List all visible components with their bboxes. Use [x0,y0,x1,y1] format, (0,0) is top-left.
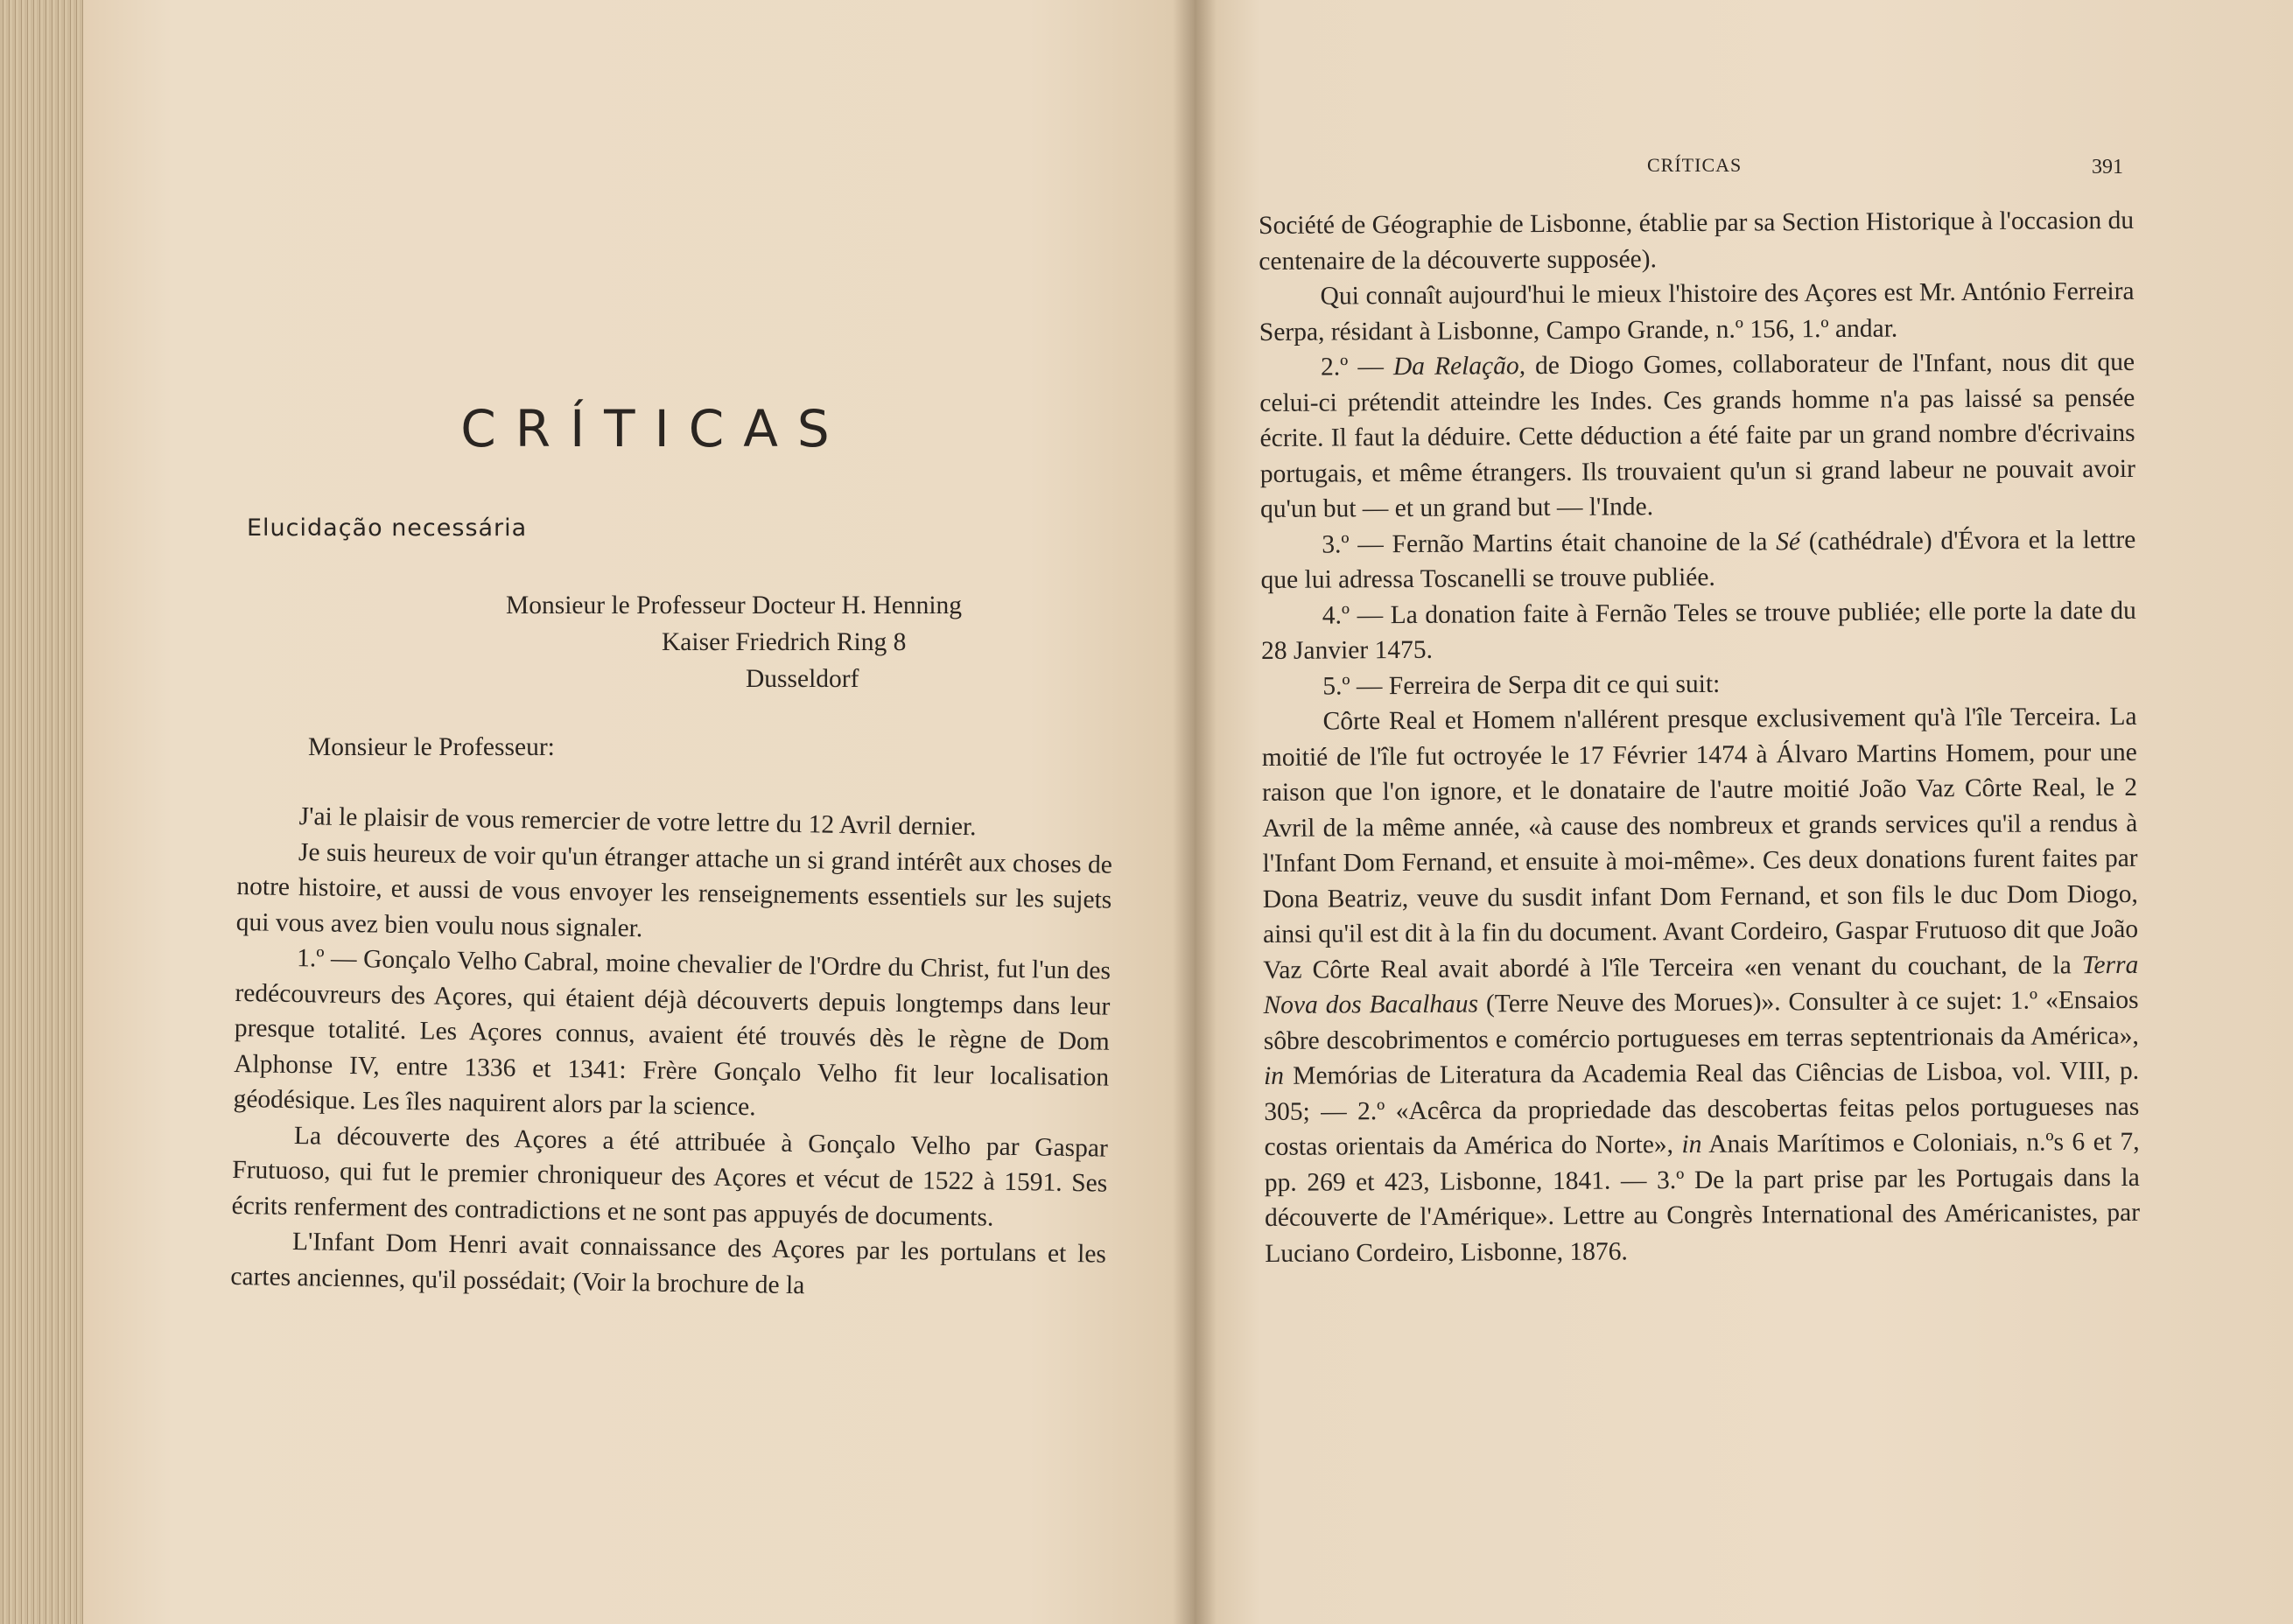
italic-title: Da Relação, [1392,352,1526,382]
salutation: Monsieur le Professeur: [308,733,555,761]
address-line-1: Monsieur le Professeur Docteur H. Henning [506,592,963,620]
italic-title: Terra Nova dos Bacalhaus [1263,950,2139,1019]
address-line-3: Dusseldorf [746,665,859,693]
paragraph [1260,522,2135,598]
subheading: Elucidação necessária [247,514,528,542]
paragraph: L'Infant Dom Henri avait connaissance des Açores par les portulans et les cartes anciennes, qu'il possédait; (Voir la brochure de la [230,1228,1107,1299]
left-text-column [230,798,1113,1308]
text-span: Côrte Real et Homem n'allérent presque exclusivement qu'à l'île Terceira. La moitié de l'île fut octroyée le 17 Février 1474 à Álvaro Martins Homem, pour une raison que l'on ignore, et le donataire de l'autre moitié João Vaz Côrte Real, le 2 Avril de la même année, «à cause des nombreux et grands services qu'il a rendus à l'Infant Dom Fernand, et ensuite à moi-même». Ces deux donations furent faites par Dona Beatriz, veuve du susdit infant Dom Fernand, et son fils le duc Dom Diogo, ainsi qu'il est dit à la fin du document. Avant Cordeiro, Gaspar Frutuoso dit que João Vaz Côrte Real avait abordé à l'île Terceira «en venant du couchant, de la [1261,702,2139,984]
text-span: (cathédrale) d'Évora et la lettre que lui adressa Toscanelli se trouve publiée. [1260,525,2136,594]
address-line-2: Kaiser Friedrich Ring 8 [662,628,907,656]
text-span: de Diogo Gomes, collaborateur de l'Infant, nous dit que celui-ci prétendit atteindre les Indes. Ces grands homme n'a pas laissé sa pensée écrite. Il faut la déduire. Cette déduction a été faite par un grand nombre d'écrivains portugais, et même étrangers. Ils trouvaient qu'un si grand labeur ne pouvait avoir qu'un but — et un grand but — l'Inde. [1259,347,2135,523]
paragraph: Qui connaît aujourd'hui le mieux l'histoire des Açores est Mr. António Ferreira Serpa, résidant à Lisbonne, Campo Grande, n.º 156, 1.º andar. [1259,276,2135,346]
paragraph: La découverte des Açores a été attribuée à Gonçalo Velho par Gaspar Frutuoso, qui fut le premier chroniqueur des Açores et vécut de 1522 à 1591. Ses écrits renferment des contradictions et ne sont pas appuyés de documents. [231,1121,1109,1232]
right-text-column [1259,203,2140,1271]
paragraph: 1.º — Gonçalo Velho Cabral, moine chevalier de l'Ordre du Christ, fut l'un des redécouvreurs des Açores, qui étaient déjà découverts depuis longtemps dans leur presque totalité. Les Açores connus, avaient été trouvés dès le règne de Dom Alphonse IV, entre 1336 et 1341: Frère Gonçalo Velho fit leur localisation géodésique. Les îles naquirent alors par la science. [233,944,1111,1122]
page-number: 391 [2092,156,2123,178]
italic-in: in [1681,1130,1702,1159]
paragraph [1259,345,2135,528]
running-head: CRÍTICAS [1647,154,1743,176]
paragraph: Je suis heureux de voir qu'un étranger attache un si grand intérêt aux choses de notre histoire, et aussi de vous envoyer les renseignements essentiels sur les sujets qui vous avez bien voulu nous signaler. [235,837,1113,942]
text-span: 3.º — Fernão Martins était chanoine de la [1322,527,1777,559]
paragraph: Société de Géographie de Lisbonne, établie par sa Section Historique à l'occasion du centenaire de la découverte supposée). [1259,206,2135,276]
italic-in: in [1263,1061,1285,1090]
text-span: Memórias de Literatura da Academia Real das Ciências de Lisboa, vol. VIII, p. 305; — 2.º «Acêrca da propriedade das descobertas feitas pelos portugueses nas costas orientais da América do Norte», [1264,1056,2140,1161]
paragraph: 4.º — La donation faite à Fernão Teles se trouve publiée; elle porte la date du 28 Janvier 1475. [1260,596,2136,665]
text-span: 2.º — [1321,353,1394,382]
text-span: (Terre Neuve des Morues)». Consulter à ce sujet: 1.º «Ensaios sôbre descobrimentos e comércio portugueses em terras septentrionais da América», [1263,985,2139,1055]
paragraph: J'ai le plaisir de vous remercier de votre lettre du 12 Avril dernier. [298,802,977,842]
italic-term: Sé [1776,527,1801,556]
paragraph [1261,699,2140,1271]
section-title: CRÍTICAS [460,399,849,458]
paragraph: 5.º — Ferreira de Serpa dit ce qui suit: [1322,669,1721,701]
text-span: Anais Marítimos e Coloniais, n.ºs 6 et 7, pp. 269 et 423, Lisbonne, 1841. — 3.º De la part prise par les Portugais dans la découverte de l'Amérique». Lettre au Congrès International des Américanistes, par Luciano Cordeiro, Lisbonne, 1876. [1264,1127,2141,1268]
page-edges [0,0,83,1624]
book-gutter [1173,0,1217,1624]
